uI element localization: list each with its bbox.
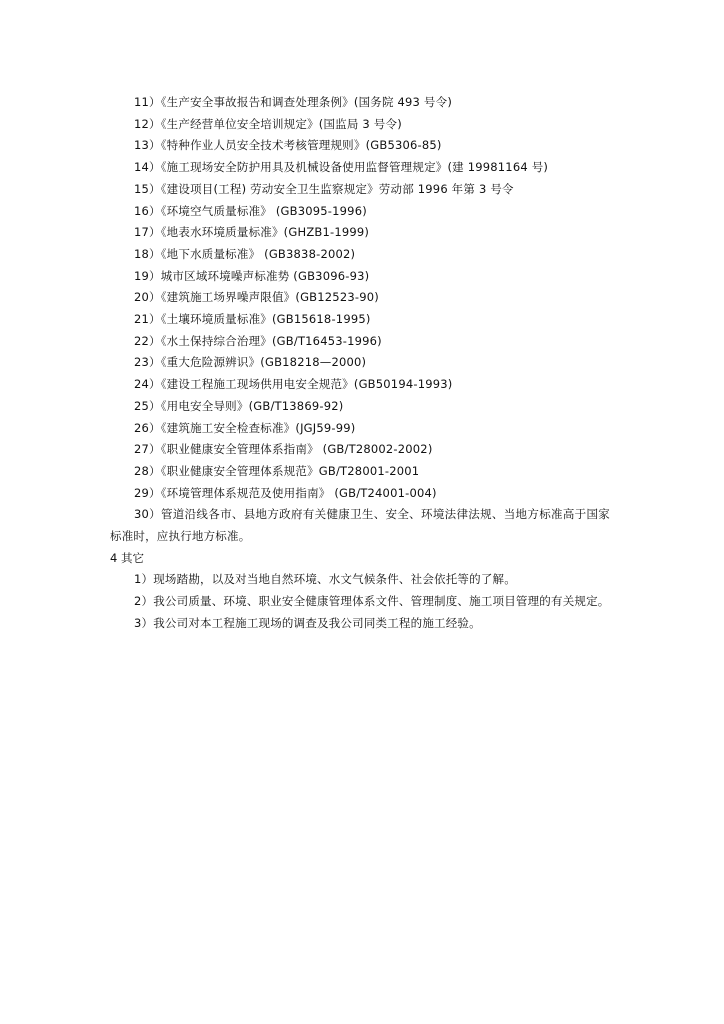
regulation-item-23: 23）《重大危险源辨识》(GB18218—2000) [134, 355, 367, 370]
regulation-item-26: 26）《建筑施工安全检查标准》(JGJ59-99) [134, 420, 356, 435]
regulation-item-16: 16）《环境空气质量标准》 (GB3095-1996) [134, 203, 367, 218]
section-item-2: 2）我公司质量、环境、职业安全健康管理体系文件、管理制度、施工项目管理的有关规定。 [134, 594, 610, 609]
section-4-items [110, 569, 610, 634]
regulation-item-25: 25）《用电安全导则》(GB/T13869-92) [134, 398, 344, 413]
regulation-item-27: 27）《职业健康安全管理体系指南》 (GB/T28002-2002) [134, 442, 433, 457]
section-heading: 4 其它 [110, 550, 144, 565]
regulation-item-17: 17）《地表水环境质量标准》(GHZB1-1999) [134, 225, 370, 240]
regulation-item-15: 15）《建设项目(工程) 劳动安全卫生监察规定》劳动部 1996 年第 3 号令 [134, 181, 514, 196]
regulation-item-12: 12）《生产经营单位安全培训规定》(国监局 3 号令) [134, 116, 402, 131]
regulation-item-14: 14）《施工现场安全防护用具及机械设备使用监督管理规定》(建 19981164 号) [134, 160, 549, 175]
regulation-item-13: 13）《特种作业人员安全技术考核管理规则》(GB5306-85) [134, 138, 442, 153]
regulation-item-24: 24）《建设工程施工现场供用电安全规范》(GB50194-1993) [134, 377, 453, 392]
regulation-item-30: 30）管道沿线各市、县地方政府有关健康卫生、安全、环境法律法规、当地方标准高于国家标准时，应执行地方标准。 [110, 507, 610, 544]
regulation-item-29: 29）《环境管理体系规范及使用指南》 (GB/T24001-004) [134, 485, 437, 500]
section-item-1: 1）现场踏勘，以及对当地自然环境、水文气候条件、社会依托等的了解。 [134, 572, 516, 587]
regulation-item-18: 18）《地下水质量标准》 (GB3838-2002) [134, 246, 356, 261]
regulation-item-19: 19）城市区域环境噪声标准势 (GB3096-93) [134, 268, 370, 283]
section-item-3: 3）我公司对本工程施工现场的调查及我公司同类工程的施工经验。 [134, 615, 481, 630]
regulation-item-21: 21）《土壤环境质量标准》(GB15618-1995) [134, 312, 371, 327]
regulation-list [110, 92, 610, 504]
regulation-item-11: 11）《生产安全事故报告和调查处理条例》(国务院 493 号令) [134, 95, 453, 109]
regulation-item-22: 22）《水土保持综合治理》(GB/T16453-1996) [134, 333, 382, 348]
regulation-item-20: 20）《建筑施工场界噪声限值》(GB12523-90) [134, 290, 379, 305]
regulation-item-28: 28）《职业健康安全管理体系规范》GB/T28001-2001 [134, 463, 420, 478]
document-body [110, 92, 610, 635]
